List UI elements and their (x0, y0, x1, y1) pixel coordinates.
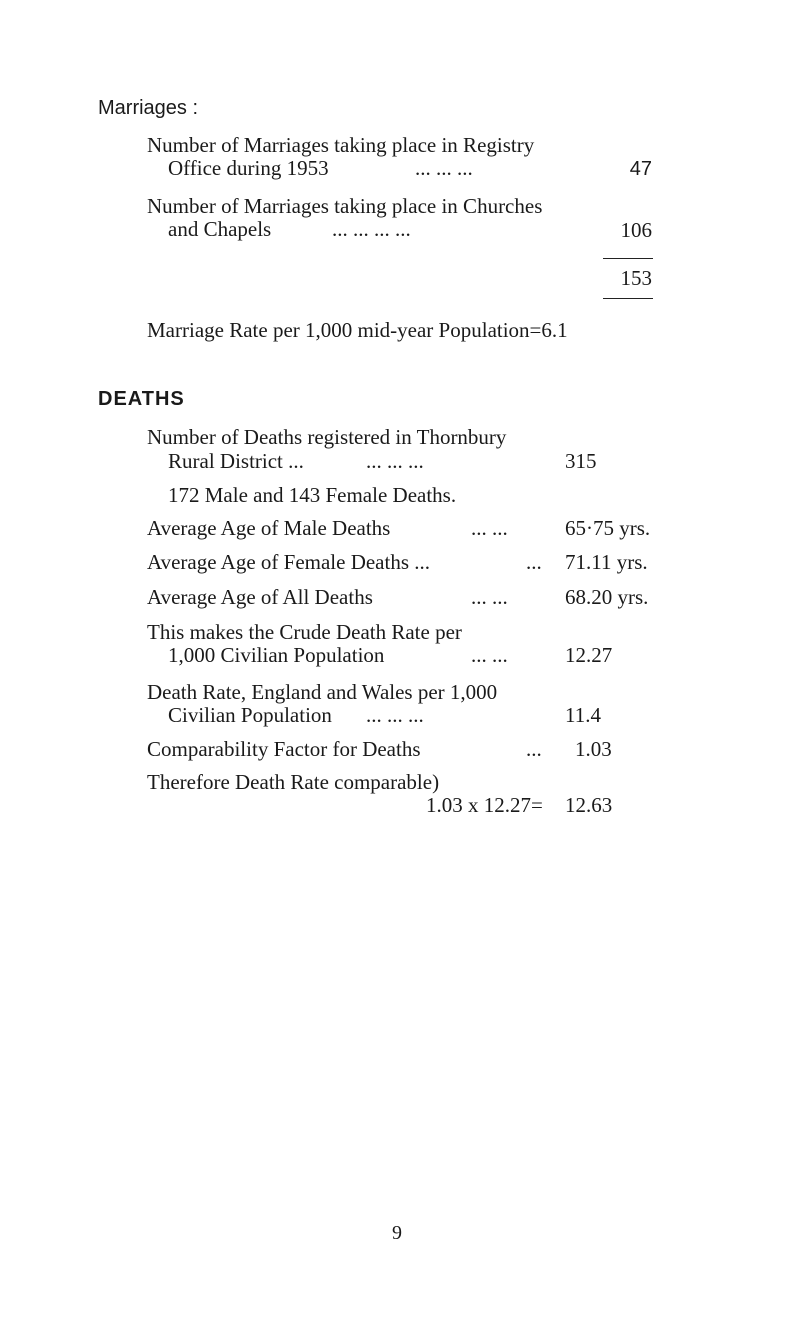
therefore-line1: Therefore Death Rate comparable) (147, 770, 440, 794)
avg-male-label: Average Age of Male Deaths (147, 516, 391, 540)
ew-rate-line1: Death Rate, England and Wales per 1,000 (147, 680, 498, 704)
marriages-total: 153 (620, 266, 652, 290)
subtotal-rule-bottom (603, 298, 653, 299)
crude-rate-leader-dots: ... ... (471, 643, 508, 667)
comparability-label: Comparability Factor for Deaths (147, 737, 421, 761)
churches-label-line1: Number of Marriages taking place in Churches (147, 194, 543, 218)
crude-rate-line1: This makes the Crude Death Rate per (147, 620, 462, 644)
registry-label-line1: Number of Marriages taking place in Registry (147, 133, 535, 157)
avg-all-leader-dots: ... ... (471, 585, 508, 609)
avg-male-value: 65·75 yrs. (565, 516, 651, 540)
male-female-deaths: 172 Male and 143 Female Deaths. (168, 483, 457, 507)
avg-all-value: 68.20 yrs. (565, 585, 649, 609)
ew-rate-line2: Civilian Population (168, 703, 332, 727)
comparability-leader-dots: ... (526, 737, 542, 761)
registered-label-line1: Number of Deaths registered in Thornbury (147, 425, 507, 449)
page-number: 9 (392, 1222, 402, 1244)
registered-label-line2: Rural District ... (168, 449, 304, 473)
subtotal-rule-top (603, 258, 653, 259)
therefore-line2: 1.03 x 12.27= (426, 793, 543, 817)
crude-rate-line2: 1,000 Civilian Population (168, 643, 385, 667)
churches-leader-dots: ... ... ... ... (332, 217, 411, 241)
comparability-value: 1.03 (575, 737, 612, 761)
therefore-value: 12.63 (565, 793, 613, 817)
registered-leader-dots: ... ... ... (366, 449, 424, 473)
registry-leader-dots: ... ... ... (415, 156, 473, 180)
ew-rate-leader-dots: ... ... ... (366, 703, 424, 727)
marriages-heading: Marriages : (98, 97, 199, 119)
crude-rate-value: 12.27 (565, 643, 613, 667)
avg-female-label: Average Age of Female Deaths ... (147, 550, 431, 574)
registered-value: 315 (565, 449, 597, 473)
deaths-heading: DEATHS (98, 388, 185, 410)
ew-rate-value: 11.4 (565, 703, 601, 727)
registry-value: 47 (629, 158, 652, 180)
avg-female-value: 71.11 yrs. (565, 550, 648, 574)
avg-all-label: Average Age of All Deaths (147, 585, 373, 609)
registry-label-line2: Office during 1953 (168, 156, 329, 180)
avg-male-leader-dots: ... ... (471, 516, 508, 540)
churches-value: 106 (620, 218, 652, 242)
avg-female-leader-dots: ... (526, 550, 542, 574)
marriage-rate: Marriage Rate per 1,000 mid-year Population=6.1 (147, 318, 568, 342)
churches-label-line2: and Chapels (168, 217, 272, 241)
